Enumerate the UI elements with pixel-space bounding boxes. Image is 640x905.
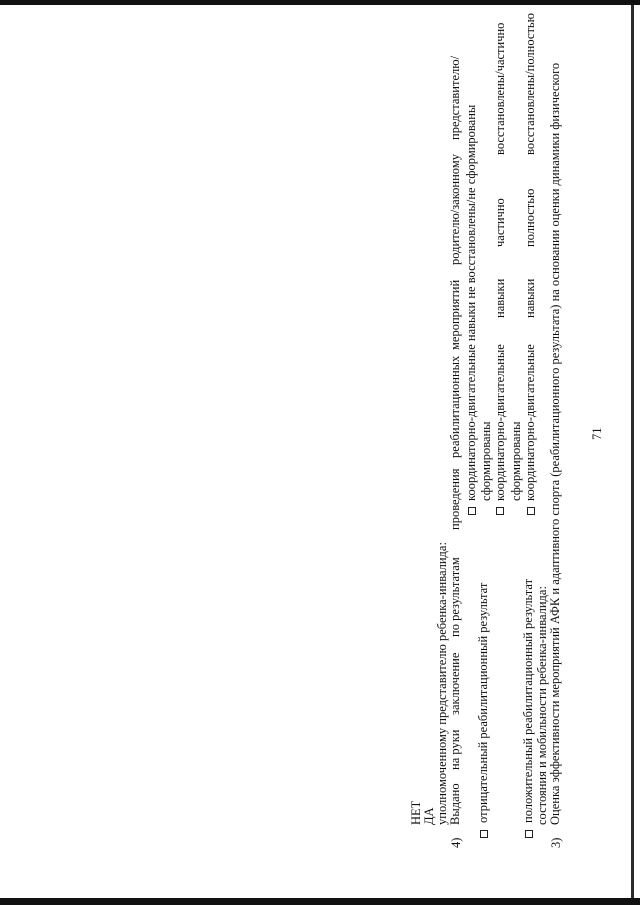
option-full-word4: восстановлены/полностью (523, 13, 537, 155)
option-none-text: координаторно-двигательные навыки не восстановлены/не сформированы (464, 104, 478, 501)
section4-w2: на руки (448, 729, 462, 770)
option-full-checkbox[interactable] (527, 507, 535, 515)
positive-result-checkbox[interactable] (525, 830, 533, 838)
section4-w3: заключение (448, 652, 462, 715)
option-partial-checkbox[interactable] (496, 507, 504, 515)
option-partial-line2: сформированы (479, 421, 493, 501)
section4-w8: родителю/законному (448, 154, 462, 265)
section4-yes: ДА (422, 807, 436, 825)
section4-no: НЕТ (409, 800, 423, 825)
section3-title-line1: Оценка эффективности мероприятий АФК и адаптивного спорта (реабилитационного результата) на основании оценки динамики физического (548, 62, 562, 825)
section4-w6: реабилитационных (448, 355, 462, 458)
negative-result-checkbox[interactable] (480, 830, 488, 838)
option-full-word2: навыки (523, 278, 537, 318)
section4-line2: уполномоченному представителю ребенка-инвалида: (435, 542, 449, 825)
option-full-line2: сформированы (509, 421, 523, 501)
section4-w4: по результатам (448, 557, 462, 637)
section4-w7: мероприятий (448, 279, 462, 350)
option-partial-word4: восстановлены/частично (493, 22, 507, 155)
option-partial-word3: частично (493, 198, 507, 247)
section4-w5: проведения (448, 468, 462, 530)
section4-number: 4) (449, 837, 463, 848)
option-partial-word2: навыки (493, 278, 507, 318)
option-none-checkbox[interactable] (468, 507, 476, 515)
section3-title-line2: состояния и мобильности ребенка-инвалида: (535, 586, 549, 825)
option-partial-word1: координаторно-двигательные (493, 344, 507, 501)
section4-w1: Выдано (448, 783, 462, 825)
option-full-word3: полностью (523, 188, 537, 247)
section4-w9: представителю/ (448, 55, 462, 140)
page-number: 71 (590, 427, 604, 440)
positive-result-label: положительный реабилитационный результат (521, 578, 535, 823)
negative-result-label: отрицательный реабилитационный результат (476, 582, 490, 823)
option-full-word1: координаторно-двигательные (523, 344, 537, 501)
section3-number: 3) (549, 837, 563, 848)
